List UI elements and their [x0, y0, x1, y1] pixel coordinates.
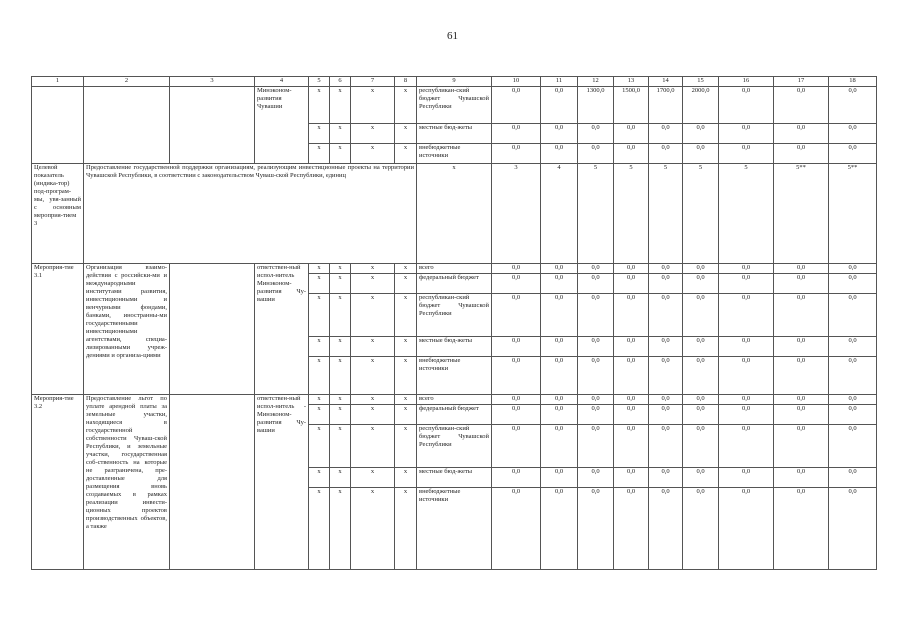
- value-cell: 0,0: [541, 274, 578, 294]
- value-cell: 0,0: [774, 357, 829, 395]
- empty-cell: [32, 87, 84, 164]
- target-x: x: [417, 164, 492, 264]
- value-cell: 0,0: [541, 264, 578, 274]
- value-cell: 0,0: [829, 468, 877, 488]
- value-cell: 0,0: [774, 87, 829, 124]
- value-cell: 0,0: [578, 425, 614, 468]
- value-cell: 0,0: [492, 274, 541, 294]
- funding-source: местные бюд-жеты: [417, 337, 492, 357]
- code-cell-c8: x: [395, 425, 417, 468]
- executor: Минэконом-развития Чувашии: [255, 87, 309, 164]
- value-cell: 0,0: [774, 488, 829, 570]
- value-cell: 0,0: [719, 294, 774, 337]
- value-cell: 0,0: [614, 144, 649, 164]
- value-cell: 0,0: [541, 294, 578, 337]
- funding-source: внебюджетные источники: [417, 357, 492, 395]
- value-cell: 0,0: [649, 488, 683, 570]
- code-cell-c7: x: [351, 87, 395, 124]
- target-indicator-row: [32, 164, 877, 264]
- value-cell: 0,0: [719, 405, 774, 425]
- column-number-10: 10: [492, 77, 541, 87]
- value-cell: 0,0: [829, 425, 877, 468]
- code-cell-c6: x: [330, 294, 351, 337]
- value-cell: 0,0: [774, 337, 829, 357]
- value-cell: 0,0: [578, 274, 614, 294]
- measure-name: Предоставление льгот по уплате арендной платы за земельные участки, находящиеся в государственной собственности Чуваш-ской Республики, и земельные участки, государственная соб-ственность на которые не разграничена, пре-доставленные для размещения вновь создаваемых в рамках реализации инвести-ционных проектов производственных объектов, а также: [84, 395, 170, 570]
- value-cell: 0,0: [829, 395, 877, 405]
- target-value: 5**: [774, 164, 829, 264]
- value-cell: 0,0: [614, 468, 649, 488]
- value-cell: 0,0: [541, 87, 578, 124]
- value-cell: 0,0: [829, 274, 877, 294]
- target-value: 3: [492, 164, 541, 264]
- value-cell: 0,0: [492, 357, 541, 395]
- code-cell-c7: x: [351, 395, 395, 405]
- value-cell: 0,0: [774, 395, 829, 405]
- code-cell-c5: x: [309, 488, 330, 570]
- code-cell-c8: x: [395, 294, 417, 337]
- value-cell: 0,0: [829, 124, 877, 144]
- empty-cell: [84, 87, 170, 164]
- value-cell: 0,0: [614, 425, 649, 468]
- m32-row: [32, 395, 877, 405]
- value-cell: 0,0: [492, 264, 541, 274]
- value-cell: 0,0: [719, 274, 774, 294]
- value-cell: 1300,0: [578, 87, 614, 124]
- value-cell: 0,0: [492, 395, 541, 405]
- block1-row: [32, 87, 877, 124]
- column-number-17: 17: [774, 77, 829, 87]
- empty-cell: [170, 87, 255, 164]
- code-cell-c6: x: [330, 144, 351, 164]
- value-cell: 0,0: [614, 357, 649, 395]
- code-cell-c7: x: [351, 264, 395, 274]
- value-cell: 0,0: [683, 357, 719, 395]
- code-cell-c5: x: [309, 337, 330, 357]
- value-cell: 0,0: [614, 274, 649, 294]
- column-number-15: 15: [683, 77, 719, 87]
- code-cell-c7: x: [351, 124, 395, 144]
- value-cell: 0,0: [614, 488, 649, 570]
- column-number-16: 16: [719, 77, 774, 87]
- value-cell: 0,0: [492, 405, 541, 425]
- column-number-13: 13: [614, 77, 649, 87]
- empty-cell: [170, 395, 255, 570]
- value-cell: 0,0: [541, 337, 578, 357]
- value-cell: 0,0: [649, 468, 683, 488]
- value-cell: 0,0: [492, 468, 541, 488]
- value-cell: 0,0: [492, 124, 541, 144]
- code-cell-c6: x: [330, 405, 351, 425]
- code-cell-c8: x: [395, 264, 417, 274]
- column-number-9: 9: [417, 77, 492, 87]
- value-cell: 0,0: [683, 144, 719, 164]
- column-number-7: 7: [351, 77, 395, 87]
- target-value: 4: [541, 164, 578, 264]
- page-number: 61: [447, 30, 458, 42]
- value-cell: 0,0: [774, 264, 829, 274]
- code-cell-c6: x: [330, 124, 351, 144]
- value-cell: 0,0: [578, 357, 614, 395]
- value-cell: 0,0: [492, 488, 541, 570]
- m31-row: [32, 264, 877, 274]
- value-cell: 0,0: [578, 264, 614, 274]
- value-cell: 0,0: [829, 337, 877, 357]
- value-cell: 0,0: [492, 425, 541, 468]
- value-cell: 0,0: [774, 294, 829, 337]
- code-cell-c8: x: [395, 468, 417, 488]
- code-cell-c8: x: [395, 274, 417, 294]
- measure-name: Организация взаимо-действия с российски-ми и международными институтами развития, инвестиционными и венчурными фондами, банками, иностранны-ми государственными инвестиционными агентствами, специа-лизированными учреж-дениями и организа-циями: [84, 264, 170, 395]
- value-cell: 0,0: [492, 337, 541, 357]
- value-cell: 0,0: [578, 405, 614, 425]
- value-cell: 0,0: [829, 87, 877, 124]
- value-cell: 0,0: [719, 425, 774, 468]
- column-number-18: 18: [829, 77, 877, 87]
- code-cell-c8: x: [395, 87, 417, 124]
- code-cell-c8: x: [395, 144, 417, 164]
- funding-source: местные бюд-жеты: [417, 124, 492, 144]
- code-cell-c5: x: [309, 274, 330, 294]
- code-cell-c7: x: [351, 357, 395, 395]
- funding-source: всего: [417, 395, 492, 405]
- value-cell: 0,0: [829, 264, 877, 274]
- code-cell-c5: x: [309, 264, 330, 274]
- value-cell: 1500,0: [614, 87, 649, 124]
- measure-executor: ответствен-ный испол-нитель Минэконом-развития Чу-вашии: [255, 264, 309, 395]
- value-cell: 0,0: [829, 405, 877, 425]
- column-number-4: 4: [255, 77, 309, 87]
- code-cell-c5: x: [309, 357, 330, 395]
- code-cell-c5: x: [309, 124, 330, 144]
- value-cell: 0,0: [774, 124, 829, 144]
- code-cell-c5: x: [309, 468, 330, 488]
- value-cell: 0,0: [649, 405, 683, 425]
- funding-source: внебюджетные источники: [417, 488, 492, 570]
- value-cell: 0,0: [683, 264, 719, 274]
- value-cell: 0,0: [614, 294, 649, 337]
- value-cell: 0,0: [541, 357, 578, 395]
- value-cell: 0,0: [578, 124, 614, 144]
- code-cell-c7: x: [351, 425, 395, 468]
- value-cell: 0,0: [649, 337, 683, 357]
- code-cell-c8: x: [395, 337, 417, 357]
- code-cell-c6: x: [330, 488, 351, 570]
- value-cell: 0,0: [649, 395, 683, 405]
- value-cell: 0,0: [829, 357, 877, 395]
- target-label: Целевой показатель (индика-тор) под-програм-мы, увя-занный с основным мероприя-тием 3: [32, 164, 84, 264]
- column-number-5: 5: [309, 77, 330, 87]
- value-cell: 0,0: [614, 337, 649, 357]
- column-number-1: 1: [32, 77, 84, 87]
- code-cell-c5: x: [309, 294, 330, 337]
- value-cell: 0,0: [774, 274, 829, 294]
- code-cell-c6: x: [330, 264, 351, 274]
- code-cell-c6: x: [330, 425, 351, 468]
- code-cell-c7: x: [351, 294, 395, 337]
- column-number-14: 14: [649, 77, 683, 87]
- code-cell-c5: x: [309, 395, 330, 405]
- value-cell: 0,0: [774, 425, 829, 468]
- code-cell-c7: x: [351, 405, 395, 425]
- value-cell: 0,0: [541, 488, 578, 570]
- value-cell: 0,0: [683, 274, 719, 294]
- value-cell: 0,0: [829, 294, 877, 337]
- code-cell-c5: x: [309, 144, 330, 164]
- target-value: 5: [614, 164, 649, 264]
- target-value: 5: [719, 164, 774, 264]
- measure-executor: ответствен-ный испол-нитель - Минэконом-развития Чу-вашии: [255, 395, 309, 570]
- value-cell: 0,0: [719, 337, 774, 357]
- value-cell: 0,0: [719, 87, 774, 124]
- value-cell: 0,0: [492, 144, 541, 164]
- value-cell: 0,0: [614, 124, 649, 144]
- code-cell-c6: x: [330, 357, 351, 395]
- code-cell-c5: x: [309, 405, 330, 425]
- value-cell: 0,0: [649, 357, 683, 395]
- value-cell: 0,0: [829, 144, 877, 164]
- column-number-2: 2: [84, 77, 170, 87]
- column-number-11: 11: [541, 77, 578, 87]
- value-cell: 0,0: [649, 124, 683, 144]
- value-cell: 0,0: [683, 124, 719, 144]
- code-cell-c7: x: [351, 337, 395, 357]
- value-cell: 0,0: [719, 264, 774, 274]
- value-cell: 0,0: [578, 488, 614, 570]
- value-cell: 0,0: [578, 294, 614, 337]
- measure-code: Мероприя-тие 3.2: [32, 395, 84, 570]
- code-cell-c6: x: [330, 395, 351, 405]
- code-cell-c8: x: [395, 488, 417, 570]
- funding-source: внебюджетные источники: [417, 144, 492, 164]
- value-cell: 0,0: [649, 274, 683, 294]
- target-value: 5: [683, 164, 719, 264]
- value-cell: 0,0: [683, 425, 719, 468]
- value-cell: 0,0: [578, 468, 614, 488]
- value-cell: 0,0: [829, 488, 877, 570]
- value-cell: 0,0: [541, 425, 578, 468]
- column-number-6: 6: [330, 77, 351, 87]
- program-table: [31, 76, 877, 570]
- funding-source: местные бюд-жеты: [417, 468, 492, 488]
- value-cell: 0,0: [719, 488, 774, 570]
- code-cell-c8: x: [395, 395, 417, 405]
- value-cell: 0,0: [492, 87, 541, 124]
- value-cell: 0,0: [683, 468, 719, 488]
- value-cell: 0,0: [649, 294, 683, 337]
- value-cell: 0,0: [774, 468, 829, 488]
- code-cell-c7: x: [351, 144, 395, 164]
- value-cell: 0,0: [541, 395, 578, 405]
- code-cell-c6: x: [330, 274, 351, 294]
- funding-source: федеральный бюджет: [417, 274, 492, 294]
- value-cell: 2000,0: [683, 87, 719, 124]
- target-value: 5: [649, 164, 683, 264]
- code-cell-c8: x: [395, 405, 417, 425]
- value-cell: 0,0: [774, 405, 829, 425]
- funding-source: всего: [417, 264, 492, 274]
- value-cell: 0,0: [649, 144, 683, 164]
- value-cell: 0,0: [683, 488, 719, 570]
- value-cell: 0,0: [541, 144, 578, 164]
- value-cell: 0,0: [683, 294, 719, 337]
- column-number-3: 3: [170, 77, 255, 87]
- column-number-8: 8: [395, 77, 417, 87]
- code-cell-c5: x: [309, 425, 330, 468]
- value-cell: 0,0: [492, 294, 541, 337]
- target-value: 5: [578, 164, 614, 264]
- value-cell: 0,0: [614, 395, 649, 405]
- value-cell: 0,0: [541, 405, 578, 425]
- header-row: [32, 77, 877, 87]
- code-cell-c5: x: [309, 87, 330, 124]
- value-cell: 0,0: [719, 395, 774, 405]
- value-cell: 0,0: [719, 357, 774, 395]
- code-cell-c6: x: [330, 337, 351, 357]
- empty-cell: [170, 264, 255, 395]
- value-cell: 1700,0: [649, 87, 683, 124]
- measure-code: Мероприя-тие 3.1: [32, 264, 84, 395]
- funding-source: республикан-ский бюджет Чувашской Республики: [417, 87, 492, 124]
- code-cell-c8: x: [395, 357, 417, 395]
- value-cell: 0,0: [578, 337, 614, 357]
- value-cell: 0,0: [578, 144, 614, 164]
- column-number-12: 12: [578, 77, 614, 87]
- value-cell: 0,0: [683, 337, 719, 357]
- value-cell: 0,0: [614, 405, 649, 425]
- target-text: Предоставление государственной поддержки организациям, реализующим инвестиционные проекты на территории Чувашской Республики, в соответствии с законодательством Чуваш-ской Республики, единиц: [84, 164, 417, 264]
- code-cell-c7: x: [351, 274, 395, 294]
- value-cell: 0,0: [683, 395, 719, 405]
- value-cell: 0,0: [719, 124, 774, 144]
- funding-source: федеральный бюджет: [417, 405, 492, 425]
- value-cell: 0,0: [578, 395, 614, 405]
- funding-source: республикан-ский бюджет Чувашской Республики: [417, 294, 492, 337]
- value-cell: 0,0: [649, 264, 683, 274]
- value-cell: 0,0: [683, 405, 719, 425]
- value-cell: 0,0: [719, 468, 774, 488]
- code-cell-c6: x: [330, 87, 351, 124]
- code-cell-c8: x: [395, 124, 417, 144]
- funding-source: республикан-ский бюджет Чувашской Республики: [417, 425, 492, 468]
- value-cell: 0,0: [541, 124, 578, 144]
- value-cell: 0,0: [774, 144, 829, 164]
- value-cell: 0,0: [541, 468, 578, 488]
- value-cell: 0,0: [614, 264, 649, 274]
- value-cell: 0,0: [719, 144, 774, 164]
- code-cell-c6: x: [330, 468, 351, 488]
- code-cell-c7: x: [351, 468, 395, 488]
- value-cell: 0,0: [649, 425, 683, 468]
- target-value: 5**: [829, 164, 877, 264]
- code-cell-c7: x: [351, 488, 395, 570]
